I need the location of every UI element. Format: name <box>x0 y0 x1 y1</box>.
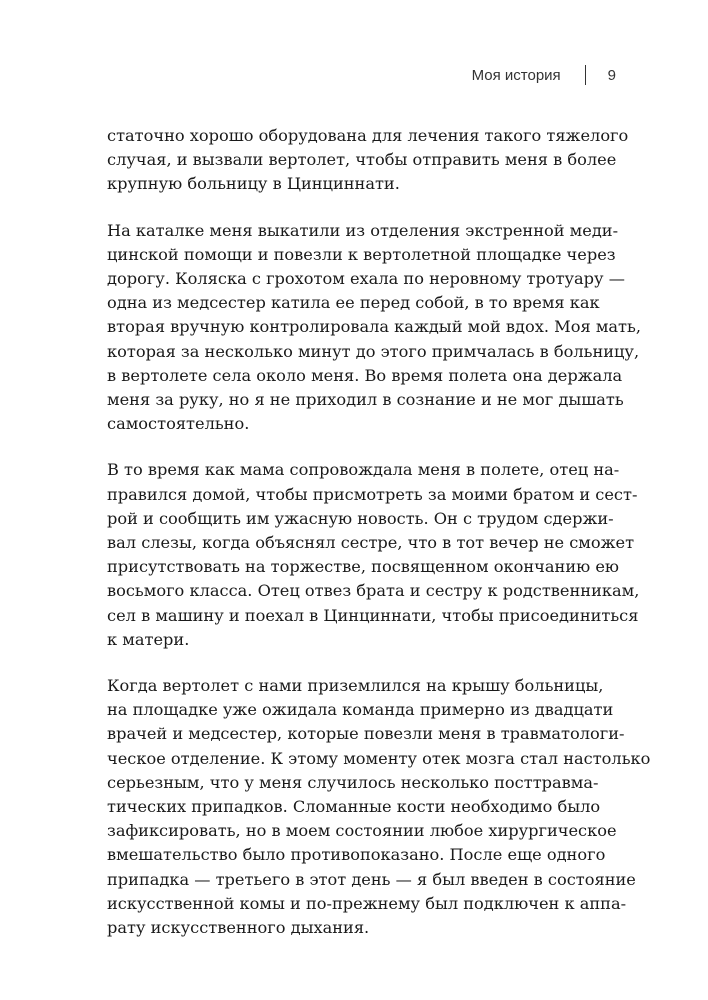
page-number: 9 <box>607 66 616 84</box>
text-line: вал слезы, когда объяснял сестре, что в тот вечер не сможет <box>107 533 635 553</box>
text-line: на площадке уже ожидала команда примерно из двадцати <box>107 700 614 720</box>
text-line: присутствовать на торжестве, посвященном окончанию ею <box>107 557 620 577</box>
text-line: искусственной комы и по-прежнему был подключен к аппа- <box>107 893 627 913</box>
text-line: восьмого класса. Отец отвез брата и сестру к родственникам, <box>107 581 640 601</box>
running-header <box>472 63 616 87</box>
text-line: статочно хорошо оборудована для лечения такого тяжелого <box>107 126 629 145</box>
header-divider <box>585 65 586 85</box>
text-line: цинской помощи и повезли к вертолетной площадке через <box>107 244 616 264</box>
text-line: вмешательство было противопоказано. После еще одного <box>107 845 606 865</box>
text-line: в вертолете села около меня. Во время полета она держала <box>107 365 623 385</box>
text-line: меня за руку, но я не приходил в сознание и не мог дышать <box>107 390 624 410</box>
text-line: сел в машину и поехал в Цинциннати, чтобы присоединиться <box>107 605 639 625</box>
paragraph-1 <box>107 124 629 197</box>
text-line: припадка — третьего в этот день — я был введен в состояние <box>107 869 636 889</box>
text-line: рой и сообщить им ужасную новость. Он с трудом сдержи- <box>107 508 614 528</box>
text-line: случая, и вызвали вертолет, чтобы отправить меня в более <box>107 150 617 170</box>
text-line: врачей и медсестер, которые повезли меня в травматологи- <box>107 724 625 744</box>
text-line: к матери. <box>107 629 190 649</box>
text-line: правился домой, чтобы присмотреть за моими братом и сест- <box>107 484 638 504</box>
text-line: которая за несколько минут до этого примчалась в больницу, <box>107 341 640 361</box>
text-line: крупную больницу в Цинциннати. <box>107 174 400 194</box>
section-title: Моя история <box>471 66 561 84</box>
paragraph-3 <box>107 458 640 652</box>
text-line: зафиксировать, но в моем состоянии любое хирургическое <box>107 821 617 841</box>
text-line: одна из медсестер катила ее перед собой, в то время как <box>107 293 600 313</box>
text-line: ческое отделение. К этому моменту отек мозга стал настолько <box>107 748 651 768</box>
paragraph-4 <box>107 674 651 940</box>
paragraph-2 <box>107 219 641 437</box>
text-line: вторая вручную контролировала каждый мой вдох. Моя мать, <box>107 317 641 337</box>
text-line: самостоятельно. <box>107 414 250 434</box>
text-line: серьезным, что у меня случилось несколько посттравма- <box>107 772 599 792</box>
text-line: дорогу. Коляска с грохотом ехала по неровному тротуару — <box>107 269 625 289</box>
body-text <box>107 124 651 962</box>
text-line: Когда вертолет с нами приземлился на крышу больницы, <box>107 676 604 696</box>
text-line: В то время как мама сопровождала меня в полете, отец на- <box>107 460 620 480</box>
text-line: рату искусственного дыхания. <box>107 918 370 938</box>
text-line: На каталке меня выкатили из отделения экстренной меди- <box>107 220 619 240</box>
text-line: тических припадков. Сломанные кости необходимо было <box>107 797 601 817</box>
